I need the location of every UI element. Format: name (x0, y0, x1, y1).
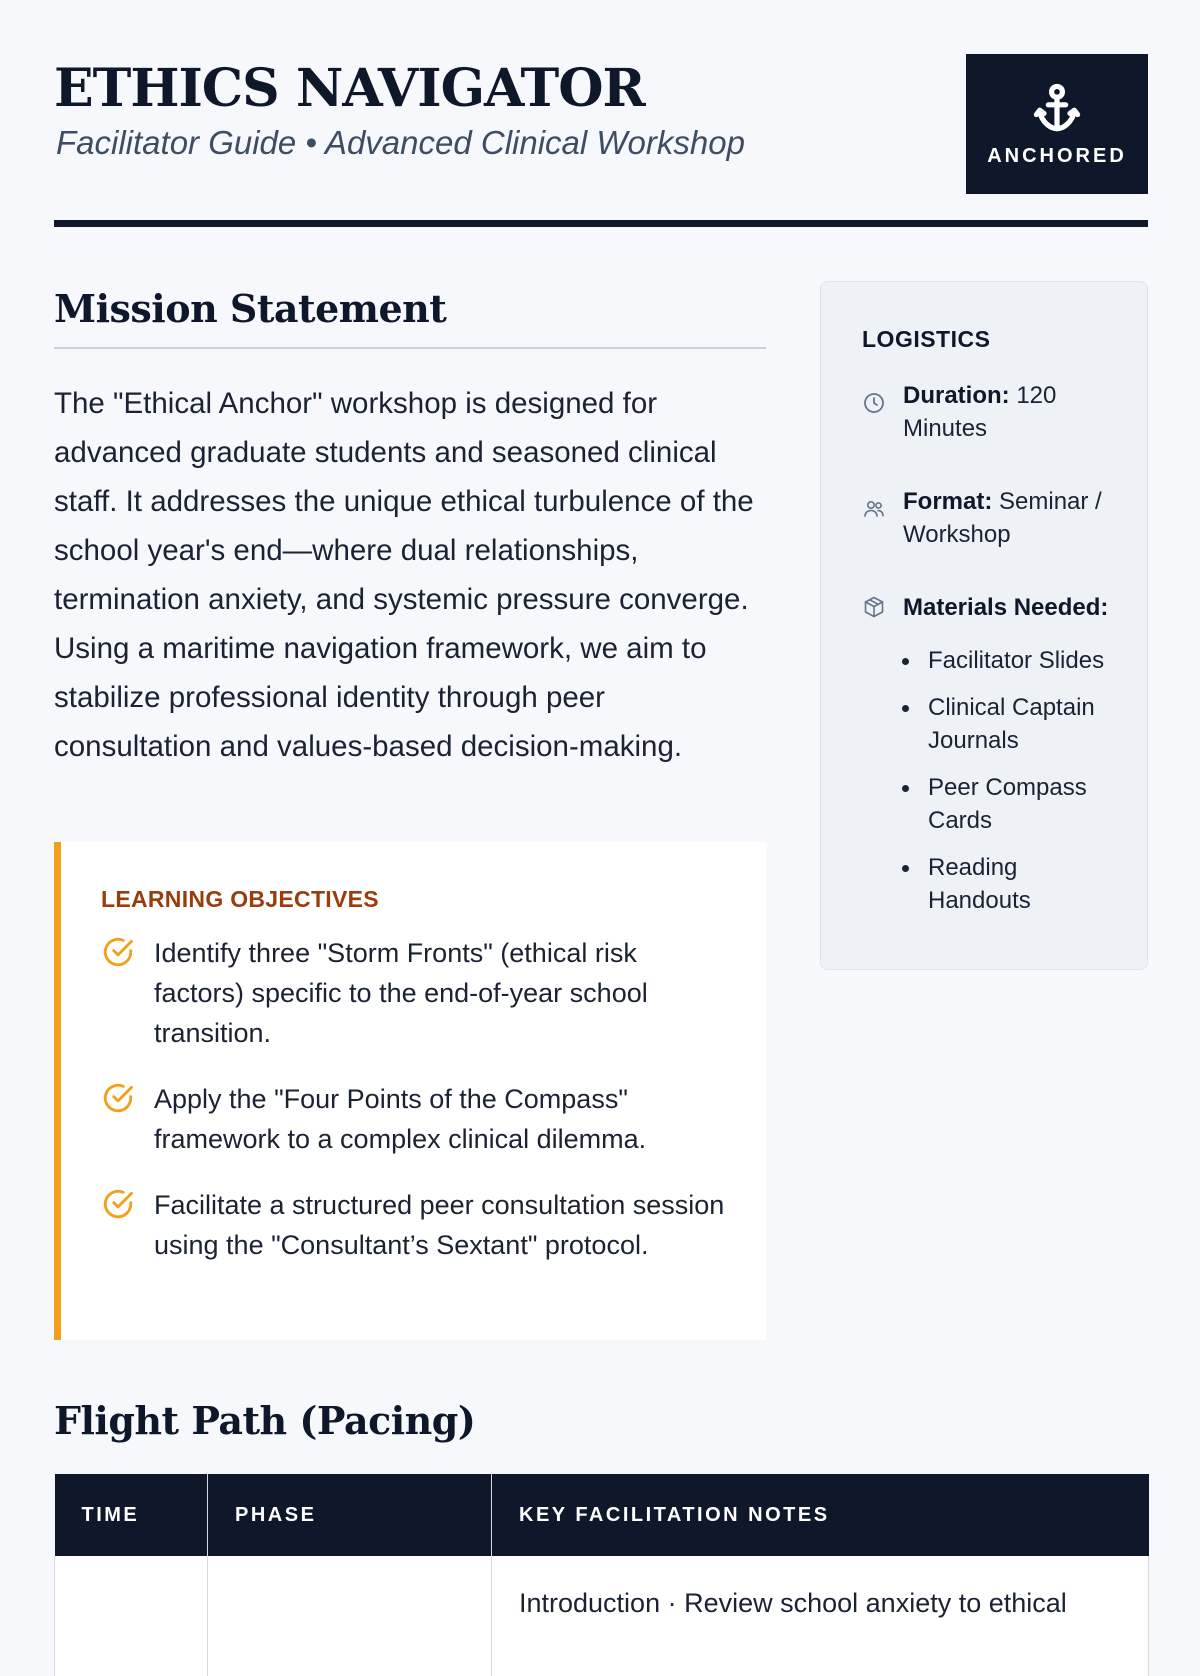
check-circle-icon (101, 935, 135, 969)
check-circle-icon (101, 1081, 135, 1115)
table-cell-notes: Introduction · Review school anxiety to ethical (492, 1556, 1149, 1676)
column-header-time: TIME (55, 1474, 208, 1556)
list-item: Clinical Captain Journals (900, 691, 1123, 757)
materials-text (903, 591, 1108, 624)
materials-row (862, 591, 1123, 624)
badge-label: ANCHORED (987, 144, 1127, 167)
duration-value: 120 Minutes (903, 382, 1057, 442)
objective-text: Facilitate a structured peer consultation session using the "Consultant’s Sextant" protocol. (154, 1190, 725, 1260)
table-cell-time (55, 1556, 208, 1676)
logistics-panel (820, 281, 1148, 970)
table-header-row (55, 1474, 1149, 1556)
format-text (903, 485, 1123, 551)
clock-icon (862, 391, 886, 415)
list-item: Facilitator Slides (900, 644, 1123, 677)
mission-section (54, 286, 766, 771)
mission-title: Mission Statement (54, 286, 766, 349)
duration-row (862, 379, 1123, 445)
format-value: Seminar / Workshop (903, 488, 1102, 548)
objective-text: Apply the "Four Points of the Compass" framework to a complex clinical dilemma. (154, 1084, 647, 1154)
check-circle-icon (101, 1187, 135, 1221)
logistics-title: LOGISTICS (862, 326, 991, 352)
list-item: Peer Compass Cards (900, 771, 1123, 837)
anchor-icon (1031, 81, 1083, 133)
objective-item (101, 1185, 726, 1265)
objective-item (101, 933, 726, 1053)
duration-label: Duration: (903, 382, 1010, 409)
page-header (54, 54, 1148, 230)
mission-body: The "Ethical Anchor" workshop is designed for advanced graduate students and seasoned clinical staff. It addresses the unique ethical turbulence of the school year's end—where dual relationships, termination anxiety, and systemic pressure converge. Using a maritime navigation framework, we aim to stabilize professional identity through peer consultation and values-based decision-making. (54, 387, 754, 763)
materials-label: Materials Needed: (903, 594, 1109, 621)
pacing-table (54, 1474, 1149, 1676)
list-item: Reading Handouts (900, 851, 1123, 917)
objective-text: Identify three "Storm Fronts" (ethical risk factors) specific to the end-of-year school transition. (154, 938, 648, 1048)
materials-list (862, 644, 1123, 917)
page-title: ETHICS NAVIGATOR (54, 58, 645, 119)
table-cell-phase (208, 1556, 492, 1676)
flight-path-title: Flight Path (Pacing) (54, 1398, 476, 1443)
column-header-phase: PHASE (208, 1474, 492, 1556)
package-icon (862, 595, 886, 619)
anchored-badge (966, 54, 1148, 194)
column-header-notes: KEY FACILITATION NOTES (492, 1474, 1149, 1556)
users-icon (862, 497, 886, 521)
page-subtitle: Facilitator Guide • Advanced Clinical Workshop (56, 124, 745, 161)
objectives-heading: LEARNING OBJECTIVES (101, 886, 379, 912)
format-label: Format: (903, 488, 993, 515)
learning-objectives-card (54, 842, 766, 1340)
duration-text (903, 379, 1123, 445)
format-row (862, 485, 1123, 551)
table-row (55, 1556, 1149, 1676)
header-divider (54, 220, 1148, 227)
objective-item (101, 1079, 726, 1159)
